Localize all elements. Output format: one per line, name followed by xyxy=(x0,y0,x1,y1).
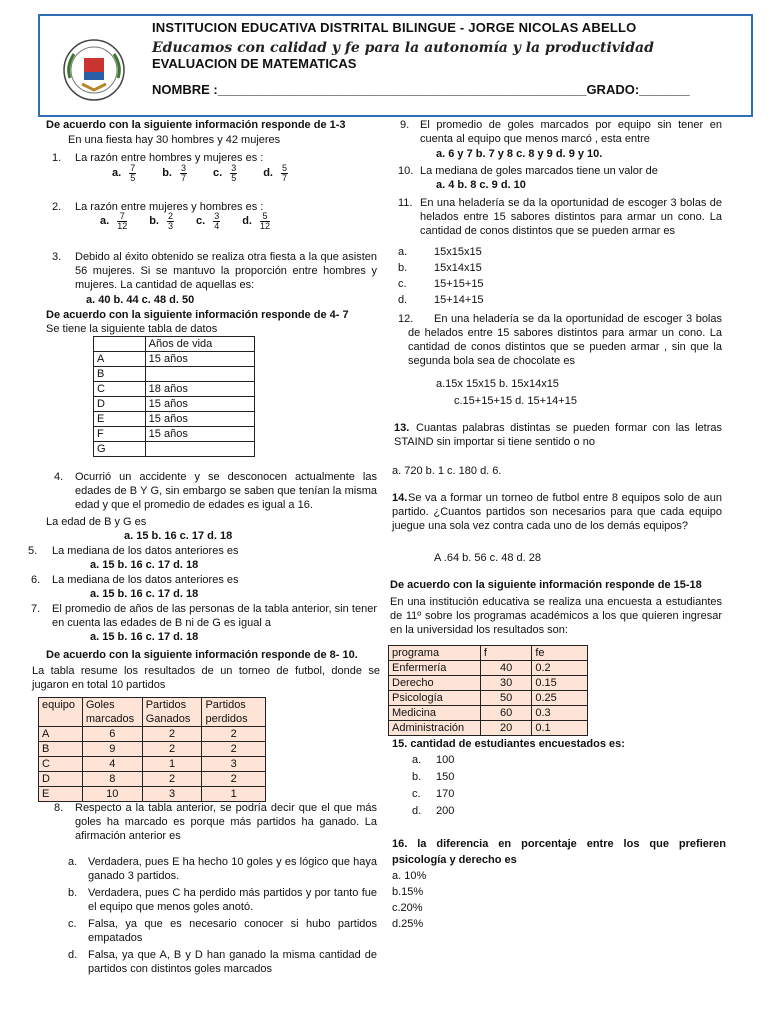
table-cell: 15 años xyxy=(145,397,254,412)
age-table xyxy=(93,336,255,457)
question-number: 10. xyxy=(398,165,414,177)
table-cell: 0.15 xyxy=(532,676,588,691)
table-row xyxy=(94,382,255,397)
programs-table xyxy=(388,645,588,736)
table-row xyxy=(389,691,588,706)
table-cell: 2 xyxy=(142,727,202,742)
table-cell: B xyxy=(39,742,83,757)
answer-option xyxy=(100,212,127,231)
question-4-text: Ocurrió un accidente y se desconocen actualmente las edades de B Y G, sin embargo se saben que tenían la misma edad y que el promedio de edades es igual a 16. xyxy=(75,471,377,511)
question-number: 9. xyxy=(400,119,410,131)
answer-option: c.20% xyxy=(392,902,423,914)
table-cell: G xyxy=(94,442,146,457)
option-letter: b. xyxy=(398,262,408,274)
table-cell: Administración xyxy=(389,721,481,736)
fraction-numerator: 2 xyxy=(167,211,173,221)
question-14-text: Se va a formar un torneo de futbol entre 8 equipos solo de aun partido. ¿Cuantos partidos son necesarios para que cada equipo juegue una sola vez contra cada uno de los demás equipos? xyxy=(392,492,722,532)
fraction xyxy=(281,164,288,183)
table-cell: 1 xyxy=(202,787,266,802)
question-number: 7. xyxy=(31,603,41,615)
answer-option: 150 xyxy=(436,771,455,783)
answer-option: 200 xyxy=(436,805,455,817)
section-intro-15-18: En una institución educativa se realiza una encuesta a estudiantes de 11º sobre los programas académicos a los que quieren ingresar en la universidad los resultados son: xyxy=(390,596,722,636)
table-row xyxy=(94,397,255,412)
table-header-cell: Partidos perdidos xyxy=(202,698,266,727)
answer-option: 170 xyxy=(436,788,455,800)
school-motto: Educamos con calidad y fe para la autonomía y la productividad xyxy=(152,40,654,56)
fraction-denominator: 12 xyxy=(117,221,128,231)
table-cell: Enfermería xyxy=(389,661,481,676)
fraction-numerator: 3 xyxy=(231,163,237,173)
option-letter: b. xyxy=(162,167,172,180)
fraction-numerator: 5 xyxy=(281,163,287,173)
question-12-text: En una heladería se da la oportunidad de escoger 3 bolas de helados entre 15 sabores distintos para armar un cono. La cantidad de conos distintos que se pueden armar , sin que la segunda bola sea de chocolate es xyxy=(408,313,722,367)
question-5-options: a. 15 b. 16 c. 17 d. 18 xyxy=(90,559,199,571)
fraction-denominator: 12 xyxy=(259,221,270,231)
answer-option: 100 xyxy=(436,754,455,766)
table-header-cell: fe xyxy=(532,646,588,661)
section-title-15-18: De acuerdo con la siguiente información responde de 15-18 xyxy=(390,579,702,591)
table-cell xyxy=(145,367,254,382)
table-cell: 3 xyxy=(202,757,266,772)
question-3-text: Debido al éxito obtenido se realiza otra fiesta a la que asisten 56 mujeres. Si se mantuvo la proporción entre hombres y mujeres. La cantidad de aquellas es: xyxy=(75,251,377,291)
option-letter: d. xyxy=(242,215,252,228)
table-row xyxy=(39,727,266,742)
question-number: 1. xyxy=(52,152,62,164)
question-10-text: La mediana de goles marcados tiene un valor de xyxy=(420,165,658,177)
table-row xyxy=(94,442,255,457)
option-letter: b. xyxy=(68,887,78,899)
answer-option xyxy=(196,212,220,231)
question-number: 12. xyxy=(398,313,414,325)
option-letter: a. xyxy=(112,167,122,180)
table-header-row xyxy=(39,698,266,727)
section-intro-1-3: En una fiesta hay 30 hombres y 42 mujeres xyxy=(68,134,281,146)
answer-option xyxy=(112,164,136,183)
institution-name: INSTITUCION EDUCATIVA DISTRITAL BILINGUE - JORGE NICOLAS ABELLO xyxy=(152,20,637,35)
question-7-options: a. 15 b. 16 c. 17 d. 18 xyxy=(90,631,199,643)
table-cell: 9 xyxy=(82,742,142,757)
question-13-options: a. 720 b. 1 c. 180 d. 6. xyxy=(392,465,502,477)
table-cell: 8 xyxy=(82,772,142,787)
question-9-text: El promedio de goles marcados por equipo sin tener en cuenta al equipo que menos marcó , esta entre xyxy=(420,119,722,145)
table-cell: 15 años xyxy=(145,427,254,442)
answer-option xyxy=(213,164,237,183)
table-header-cell: Goles marcados xyxy=(82,698,142,727)
fraction-denominator: 5 xyxy=(231,173,237,183)
question-number: 6. xyxy=(31,574,41,586)
fraction-denominator: 4 xyxy=(214,221,220,231)
question-6-options: a. 15 b. 16 c. 17 d. 18 xyxy=(90,588,199,600)
table-cell: A xyxy=(94,352,146,367)
table-cell: 15 años xyxy=(145,352,254,367)
fraction xyxy=(213,212,220,231)
question-13-text: Cuantas palabras distintas se pueden formar con las letras STAIND sin importar si tiene sentido o no xyxy=(394,422,722,448)
answer-option: Falsa, ya que es necesario conocer si hubo partidos empatados xyxy=(88,918,377,944)
question-number: 14. xyxy=(392,492,408,504)
fraction-numerator: 7 xyxy=(130,163,136,173)
table-header-cell: Partidos Ganados xyxy=(142,698,202,727)
table-cell: 20 xyxy=(480,721,532,736)
question-4-options: a. 15 b. 16 c. 17 d. 18 xyxy=(124,530,233,542)
question-14-options: A .64 b. 56 c. 48 d. 28 xyxy=(434,552,542,564)
question-1-text: La razón entre hombres y mujeres es : xyxy=(75,152,264,164)
question-number: 8. xyxy=(54,802,64,814)
option-letter: a. xyxy=(68,856,78,868)
answer-option: 15x14x15 xyxy=(434,262,482,274)
table-cell: 6 xyxy=(82,727,142,742)
option-letter: b. xyxy=(412,771,422,783)
answer-option xyxy=(263,164,288,183)
question-4-subtext: La edad de B y G es xyxy=(46,516,147,528)
table-cell: B xyxy=(94,367,146,382)
school-seal-icon xyxy=(62,38,126,102)
answer-option xyxy=(149,212,174,231)
answer-option: 15+15+15 xyxy=(434,278,484,290)
table-cell: C xyxy=(94,382,146,397)
table-row xyxy=(389,721,588,736)
option-letter: d. xyxy=(412,805,422,817)
table-cell: Derecho xyxy=(389,676,481,691)
table-row xyxy=(389,661,588,676)
answer-option: 15x15x15 xyxy=(434,246,482,258)
answer-option: a. 10% xyxy=(392,870,427,882)
fraction xyxy=(230,164,237,183)
question-8-text: Respecto a la tabla anterior, se podría decir que el que más goles ha marcado es porque más partidos ha ganado. La afirmación anterior es xyxy=(75,802,377,842)
table-cell: 3 xyxy=(142,787,202,802)
table-cell: 2 xyxy=(202,727,266,742)
answer-option: d.25% xyxy=(392,918,424,930)
fraction-denominator: 3 xyxy=(167,221,173,231)
question-11-text: En una heladería se da la oportunidad de escoger 3 bolas de helados entre 15 sabores distintos para armar un cono. La cantidad de conos distintos que se pueden armar es xyxy=(420,197,722,237)
table-row xyxy=(94,352,255,367)
table-cell: D xyxy=(94,397,146,412)
table-cell xyxy=(145,442,254,457)
table-cell: Medicina xyxy=(389,706,481,721)
table-cell: 60 xyxy=(480,706,532,721)
question-number: 5. xyxy=(28,545,38,557)
table-header-row xyxy=(389,646,588,661)
question-9-options: a. 6 y 7 b. 7 y 8 c. 8 y 9 d. 9 y 10. xyxy=(436,148,603,160)
table-cell: 50 xyxy=(480,691,532,706)
question-7-text: El promedio de años de las personas de la tabla anterior, sin tener en cuenta las edades de B ni de G es igual a xyxy=(52,603,377,629)
table-cell: D xyxy=(39,772,83,787)
question-12-options-line-2: c.15+15+15 d. 15+14+15 xyxy=(454,395,577,407)
option-letter: c. xyxy=(196,215,206,228)
option-letter: c. xyxy=(398,278,407,290)
answer-option: Falsa, ya que A, B y D han ganado la misma cantidad de partidos con distintos goles marcados xyxy=(88,949,377,975)
table-cell: F xyxy=(94,427,146,442)
fraction-numerator: 7 xyxy=(117,212,127,222)
fraction xyxy=(167,212,174,231)
question-12-options-line-1: a.15x 15x15 b. 15x14x15 xyxy=(436,378,559,390)
answer-option: Verdadera, pues E ha hecho 10 goles y es lógico que haya ganado 3 partidos. xyxy=(88,856,377,882)
question-15-text: 15. cantidad de estudiantes encuestados es: xyxy=(392,738,625,750)
section-title-4-7: De acuerdo con la siguiente información responde de 4- 7 xyxy=(46,309,349,321)
question-5-text: La mediana de los datos anteriores es xyxy=(52,545,239,557)
table-cell: 0.3 xyxy=(532,706,588,721)
option-letter: d. xyxy=(398,294,408,306)
table-cell: 0.2 xyxy=(532,661,588,676)
table-header-cell: programa xyxy=(389,646,481,661)
question-1-options xyxy=(112,164,314,183)
option-letter: a. xyxy=(412,754,422,766)
table-cell: 1 xyxy=(142,757,202,772)
table-row xyxy=(94,367,255,382)
table-cell: 2 xyxy=(142,772,202,787)
fraction-denominator: 7 xyxy=(281,173,287,183)
question-number: 13. xyxy=(394,422,410,434)
table-row xyxy=(94,427,255,442)
question-number: 11. xyxy=(398,197,413,209)
answer-option xyxy=(242,212,270,231)
table-row xyxy=(389,676,588,691)
fraction-numerator: 5 xyxy=(260,212,270,222)
answer-option: b.15% xyxy=(392,886,424,898)
fraction-numerator: 3 xyxy=(214,211,220,221)
table-cell: 2 xyxy=(142,742,202,757)
table-cell: 2 xyxy=(202,772,266,787)
section-title-8-10: De acuerdo con la siguiente información responde de 8- 10. xyxy=(46,649,358,661)
question-2-text: La razón entre mujeres y hombres es : xyxy=(75,201,264,213)
table-header-cell: equipo xyxy=(39,698,83,727)
table-cell: 40 xyxy=(480,661,532,676)
table-cell: 15 años xyxy=(145,412,254,427)
table-cell: 4 xyxy=(82,757,142,772)
fraction xyxy=(260,212,270,231)
fraction-denominator: 7 xyxy=(180,173,186,183)
table-cell: E xyxy=(94,412,146,427)
question-2-options xyxy=(100,212,292,231)
fraction xyxy=(180,164,187,183)
option-letter: c. xyxy=(68,918,77,930)
option-letter: d. xyxy=(68,949,78,961)
table-cell: 2 xyxy=(202,742,266,757)
question-16-text: 16. la diferencia en porcentaje entre los que prefieren psicología y derecho es xyxy=(392,838,726,866)
fraction-denominator: 5 xyxy=(130,173,136,183)
question-number: 4. xyxy=(54,471,64,483)
exam-title: EVALUACION DE MATEMATICAS xyxy=(152,56,357,71)
question-number: 3. xyxy=(52,251,62,263)
answer-option xyxy=(162,164,187,183)
table-header-cell: Años de vida xyxy=(145,337,254,352)
option-letter: a. xyxy=(398,246,408,258)
table-cell: 18 años xyxy=(145,382,254,397)
option-letter: c. xyxy=(412,788,421,800)
answer-option: Verdadera, pues C ha perdido más partidos y por tanto fue el equipo que menos goles anotó. xyxy=(88,887,377,913)
section-title-1-3: De acuerdo con la siguiente información responde de 1-3 xyxy=(46,119,346,131)
table-row xyxy=(39,787,266,802)
answer-option: 15+14+15 xyxy=(434,294,484,306)
question-6-text: La mediana de los datos anteriores es xyxy=(52,574,239,586)
table-cell: C xyxy=(39,757,83,772)
table-cell: 30 xyxy=(480,676,532,691)
table-row xyxy=(389,706,588,721)
table-header-row xyxy=(94,337,255,352)
table-row xyxy=(39,742,266,757)
name-grade-line: NOMBRE :___________________________________________________GRADO:_______ xyxy=(152,82,690,97)
question-10-options: a. 4 b. 8 c. 9 d. 10 xyxy=(436,179,526,191)
question-number: 2. xyxy=(52,201,62,213)
section-intro-8-10: La tabla resume los resultados de un torneo de futbol, donde se jugaron en total 10 partidos xyxy=(32,665,380,691)
table-cell: E xyxy=(39,787,83,802)
table-row xyxy=(39,772,266,787)
table-cell: 0.1 xyxy=(532,721,588,736)
option-letter: a. xyxy=(100,215,110,228)
table-header-cell: f xyxy=(480,646,532,661)
fraction xyxy=(117,212,127,231)
option-letter: b. xyxy=(149,215,159,228)
exam-header xyxy=(38,14,753,117)
table-cell: Psicología xyxy=(389,691,481,706)
section-intro-4-7: Se tiene la siguiente tabla de datos xyxy=(46,323,218,335)
option-letter: d. xyxy=(263,167,273,180)
table-cell: A xyxy=(39,727,83,742)
fraction-numerator: 3 xyxy=(180,163,186,173)
table-row xyxy=(39,757,266,772)
table-header-cell xyxy=(94,337,146,352)
option-letter: c. xyxy=(213,167,223,180)
table-cell: 10 xyxy=(82,787,142,802)
table-row xyxy=(94,412,255,427)
fraction xyxy=(129,164,136,183)
table-cell: 0.25 xyxy=(532,691,588,706)
team-results-table xyxy=(38,697,266,802)
question-3-options: a. 40 b. 44 c. 48 d. 50 xyxy=(86,294,195,306)
